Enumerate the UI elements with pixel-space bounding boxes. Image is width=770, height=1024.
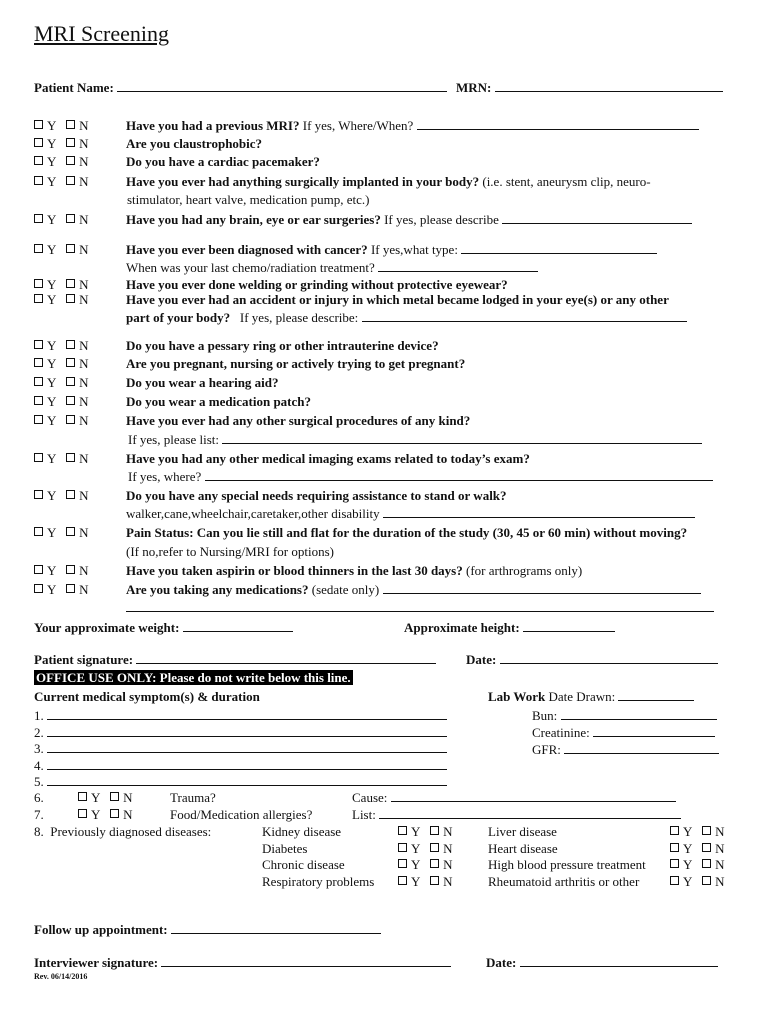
checkbox-icon[interactable] [430,826,439,835]
checkbox-icon[interactable] [110,792,119,801]
question-continuation: walker,cane,wheelchair,caretaker,other disability [126,506,695,522]
checkbox-icon[interactable] [702,876,711,885]
question-extra: (sedate only) [311,582,380,597]
checkbox-icon[interactable] [670,859,679,868]
date-drawn-field[interactable] [618,689,694,701]
checkbox-icon[interactable] [34,214,43,223]
height-row: Approximate height: [404,620,615,636]
patient-signature-field[interactable] [136,652,436,664]
medications-extra-line[interactable] [126,600,714,616]
checkbox-icon[interactable] [66,358,75,367]
bun-field[interactable] [561,708,717,720]
question-row [126,154,320,170]
question-text: Have you taken aspirin or blood thinners in the last 30 days? [126,563,463,578]
checkbox-icon[interactable] [78,792,87,801]
disease-label: Respiratory problems [262,873,375,889]
question-row [126,394,311,410]
yes-no-checkboxes[interactable]: Y N [34,451,89,467]
yes-no-checkboxes[interactable]: Y N [34,174,89,190]
checkbox-icon[interactable] [66,415,75,424]
question-row [126,525,687,541]
yes-no-checkboxes[interactable]: Y N [34,563,89,579]
question-row [126,277,508,293]
question-text: Have you had any other medical imaging exams related to today’s exam? [126,451,530,466]
checkbox-icon[interactable] [398,826,407,835]
checkbox-icon[interactable] [398,843,407,852]
yes-no-checkboxes[interactable]: Y N [34,394,89,410]
checkbox-icon[interactable] [670,843,679,852]
allergy-list-field[interactable] [379,807,681,819]
yes-no-checkboxes[interactable]: Y N [34,242,89,258]
patient-signature-row: Patient signature: [34,652,436,668]
question-row [126,563,582,579]
checkbox-icon[interactable] [110,809,119,818]
patient-date-field[interactable] [500,652,718,664]
question-text: Do you have a cardiac pacemaker? [126,154,320,169]
answer-field[interactable] [383,582,701,594]
followup-row: Follow up appointment: [34,922,381,938]
question-text: Are you claustrophobic? [126,136,263,151]
question-continuation: (If no,refer to Nursing/MRI for options) [126,544,334,559]
checkbox-icon[interactable] [66,294,75,303]
answer-field[interactable] [383,506,695,518]
checkbox-icon[interactable] [66,120,75,129]
checkbox-icon[interactable] [66,490,75,499]
revision-date: Rev. 06/14/2016 [34,972,88,981]
checkbox-icon[interactable] [702,826,711,835]
question-row [126,413,470,429]
checkbox-icon[interactable] [66,377,75,386]
disease-label: Kidney disease [262,824,342,839]
mrn-field[interactable] [495,80,723,92]
symptom-line[interactable]: 1. [34,708,447,724]
checkbox-icon[interactable] [430,876,439,885]
patient-name-field[interactable] [117,80,447,92]
question-extra: If yes, Where/When? [302,118,414,133]
disease-label: Heart disease [488,840,558,856]
checkbox-icon[interactable] [66,138,75,147]
cause-field[interactable] [391,790,676,802]
symptom-line[interactable]: 4. [34,758,447,774]
answer-field[interactable] [502,212,692,224]
checkbox-icon[interactable] [34,527,43,536]
answer-field[interactable] [378,260,538,272]
question-row [126,292,669,308]
question-row [126,582,701,598]
yes-no-checkboxes[interactable]: Y N [34,212,89,228]
question-text: Have you had any brain, eye or ear surgeries? [126,212,381,227]
question-continuation: If yes, please list: [128,432,702,448]
symptoms-heading: Current medical symptom(s) & duration [34,689,260,704]
checkbox-icon[interactable] [34,358,43,367]
office-use-banner: OFFICE USE ONLY: Please do not write below this line. [36,670,351,685]
disease-yes-no[interactable]: Y N [398,841,453,857]
symptom-line[interactable]: 5. [34,774,447,790]
checkbox-icon[interactable] [34,453,43,462]
checkbox-icon[interactable] [398,876,407,885]
disease-label: Liver disease [488,824,557,839]
trauma-label: Trauma? [170,790,216,805]
answer-field[interactable] [461,242,657,254]
yes-no-checkboxes[interactable]: Y N [34,413,89,429]
creatinine-row: Creatinine: [532,725,715,741]
question-continuation: stimulator, heart valve, medication pump, etc.) [127,192,370,207]
question-text: Do you have any special needs requiring assistance to stand or walk? [126,488,507,503]
disease-label: High blood pressure treatment [488,857,646,872]
followup-field[interactable] [171,922,381,934]
yes-no-checkboxes[interactable]: Y N [34,356,89,372]
question-row [126,375,279,391]
checkbox-icon[interactable] [34,176,43,185]
disease-yes-no[interactable]: Y N [398,874,453,890]
interviewer-signature-field[interactable] [161,955,451,967]
question-continuation: When was your last chemo/radiation treatment? [126,260,538,276]
yes-no-checkboxes[interactable]: Y N [34,292,89,308]
num-6: 6. [34,790,44,805]
checkbox-icon[interactable] [670,826,679,835]
question-continuation: If yes, where? [128,469,713,485]
yes-no-checkboxes[interactable]: Y N [34,582,89,598]
weight-row: Your approximate weight: [34,620,293,636]
checkbox-icon[interactable] [430,843,439,852]
checkbox-icon[interactable] [66,396,75,405]
checkbox-icon[interactable] [34,415,43,424]
checkbox-icon[interactable] [670,876,679,885]
question-text: Are you taking any medications? [126,582,309,597]
question-extra: (i.e. stent, aneurysm clip, neuro- [482,174,651,189]
checkbox-icon[interactable] [430,859,439,868]
disease-yes-no[interactable]: Y N [670,874,725,890]
yes-no-checkboxes[interactable]: Y N [34,488,89,504]
symptom-line[interactable]: 3. [34,741,447,757]
question-text: Pain Status: Can you lie still and flat for the duration of the study (30, 45 or 60 min) without moving? [126,525,688,540]
question-text: Have you ever done welding or grinding without protective eyewear? [126,277,508,292]
interviewer-date-field[interactable] [520,955,718,967]
answer-field[interactable] [205,469,713,481]
checkbox-icon[interactable] [702,843,711,852]
patient-name-label: Patient Name: [34,80,447,96]
question-row [126,488,507,504]
checkbox-icon[interactable] [34,377,43,386]
checkbox-icon[interactable] [66,453,75,462]
checkbox-icon[interactable] [34,244,43,253]
yes-no-checkboxes[interactable]: Y N [34,338,89,354]
bun-row: Bun: [532,708,717,724]
checkbox-icon[interactable] [78,809,87,818]
question-extra: (for arthrograms only) [465,563,583,578]
question-text: Are you pregnant, nursing or actively trying to get pregnant? [126,356,466,371]
question-extra: If yes,what type: [370,242,458,257]
checkbox-icon[interactable] [66,156,75,165]
mrn-label: MRN: [456,80,723,96]
answer-field[interactable] [362,310,687,322]
question-text: Have you ever had an accident or injury in which metal became lodged in your eye(s) or any other [126,292,669,307]
question-text: Have you ever been diagnosed with cancer? [126,242,368,257]
checkbox-icon[interactable] [702,859,711,868]
question-row [126,118,699,134]
question-text: Have you ever had anything surgically implanted in your body? [126,174,480,189]
height-field[interactable] [523,620,615,632]
checkbox-icon[interactable] [66,584,75,593]
answer-field[interactable] [222,432,702,444]
answer-field[interactable] [417,118,699,130]
question-text: Have you had a previous MRI? [126,118,300,133]
question-extra: If yes, please describe [384,212,499,227]
yes-no-checkboxes[interactable]: Y N [34,375,89,391]
allergy-list-row: List: [352,807,681,823]
interviewer-date-row: Date: [486,955,718,971]
question-continuation: part of your body? If yes, please describe: [126,310,687,326]
question-row [126,174,651,190]
prev-diagnosed-row: 8. Previously diagnosed diseases: [34,824,212,839]
question-row [126,212,692,228]
checkbox-icon[interactable] [34,120,43,129]
interviewer-row: Interviewer signature: [34,955,451,971]
disease-label: Diabetes [262,840,308,856]
yes-no-checkboxes[interactable]: Y N [34,277,89,293]
checkbox-icon[interactable] [34,340,43,349]
checkbox-icon[interactable] [66,279,75,288]
patient-date-row: Date: [466,652,718,668]
checkbox-icon[interactable] [34,279,43,288]
question-row [126,338,439,354]
creatinine-field[interactable] [593,725,715,737]
disease-yes-no[interactable]: Y N [670,841,725,857]
disease-yes-no[interactable]: Y N [670,824,725,840]
trauma-yn[interactable]: Y N [78,790,133,806]
disease-label: Rheumatoid arthritis or other [488,873,640,889]
disease-label: Chronic disease [262,857,345,872]
yes-no-checkboxes[interactable]: Y N [34,525,89,541]
checkbox-icon[interactable] [66,244,75,253]
gfr-field[interactable] [564,742,719,754]
checkbox-icon[interactable] [34,138,43,147]
weight-field[interactable] [183,620,293,632]
allergy-label: Food/Medication allergies? [170,807,313,822]
question-row [126,136,262,152]
question-text: Do you wear a hearing aid? [126,375,279,390]
checkbox-icon[interactable] [34,396,43,405]
question-text: Do you have a pessary ring or other intrauterine device? [126,338,439,353]
checkbox-icon[interactable] [34,490,43,499]
question-text: Have you ever had any other surgical procedures of any kind? [126,413,471,428]
symptom-line[interactable]: 2. [34,725,447,741]
checkbox-icon[interactable] [398,859,407,868]
lab-work-row: Lab Work Date Drawn: [488,689,694,705]
checkbox-icon[interactable] [34,584,43,593]
yes-no-checkboxes[interactable]: Y N [34,118,89,134]
yes-no-checkboxes[interactable]: Y N [34,136,89,152]
checkbox-icon[interactable] [66,214,75,223]
question-row [126,356,465,372]
yes-no-checkboxes[interactable]: Y N [34,154,89,170]
checkbox-icon[interactable] [66,340,75,349]
question-row [126,242,657,258]
disease-yes-no[interactable]: Y N [670,857,725,873]
cause-row: Cause: [352,790,676,806]
question-row [126,451,530,467]
disease-yes-no[interactable]: Y N [398,824,453,840]
checkbox-icon[interactable] [34,156,43,165]
gfr-row: GFR: [532,742,719,758]
disease-yes-no[interactable]: Y N [398,857,453,873]
checkbox-icon[interactable] [66,565,75,574]
checkbox-icon[interactable] [34,294,43,303]
num-7: 7. [34,807,44,822]
checkbox-icon[interactable] [34,565,43,574]
page-title: MRI Screening [34,21,170,46]
checkbox-icon[interactable] [66,527,75,536]
checkbox-icon[interactable] [66,176,75,185]
question-text: Do you wear a medication patch? [126,394,312,409]
allergy-yn[interactable]: Y N [78,807,133,823]
